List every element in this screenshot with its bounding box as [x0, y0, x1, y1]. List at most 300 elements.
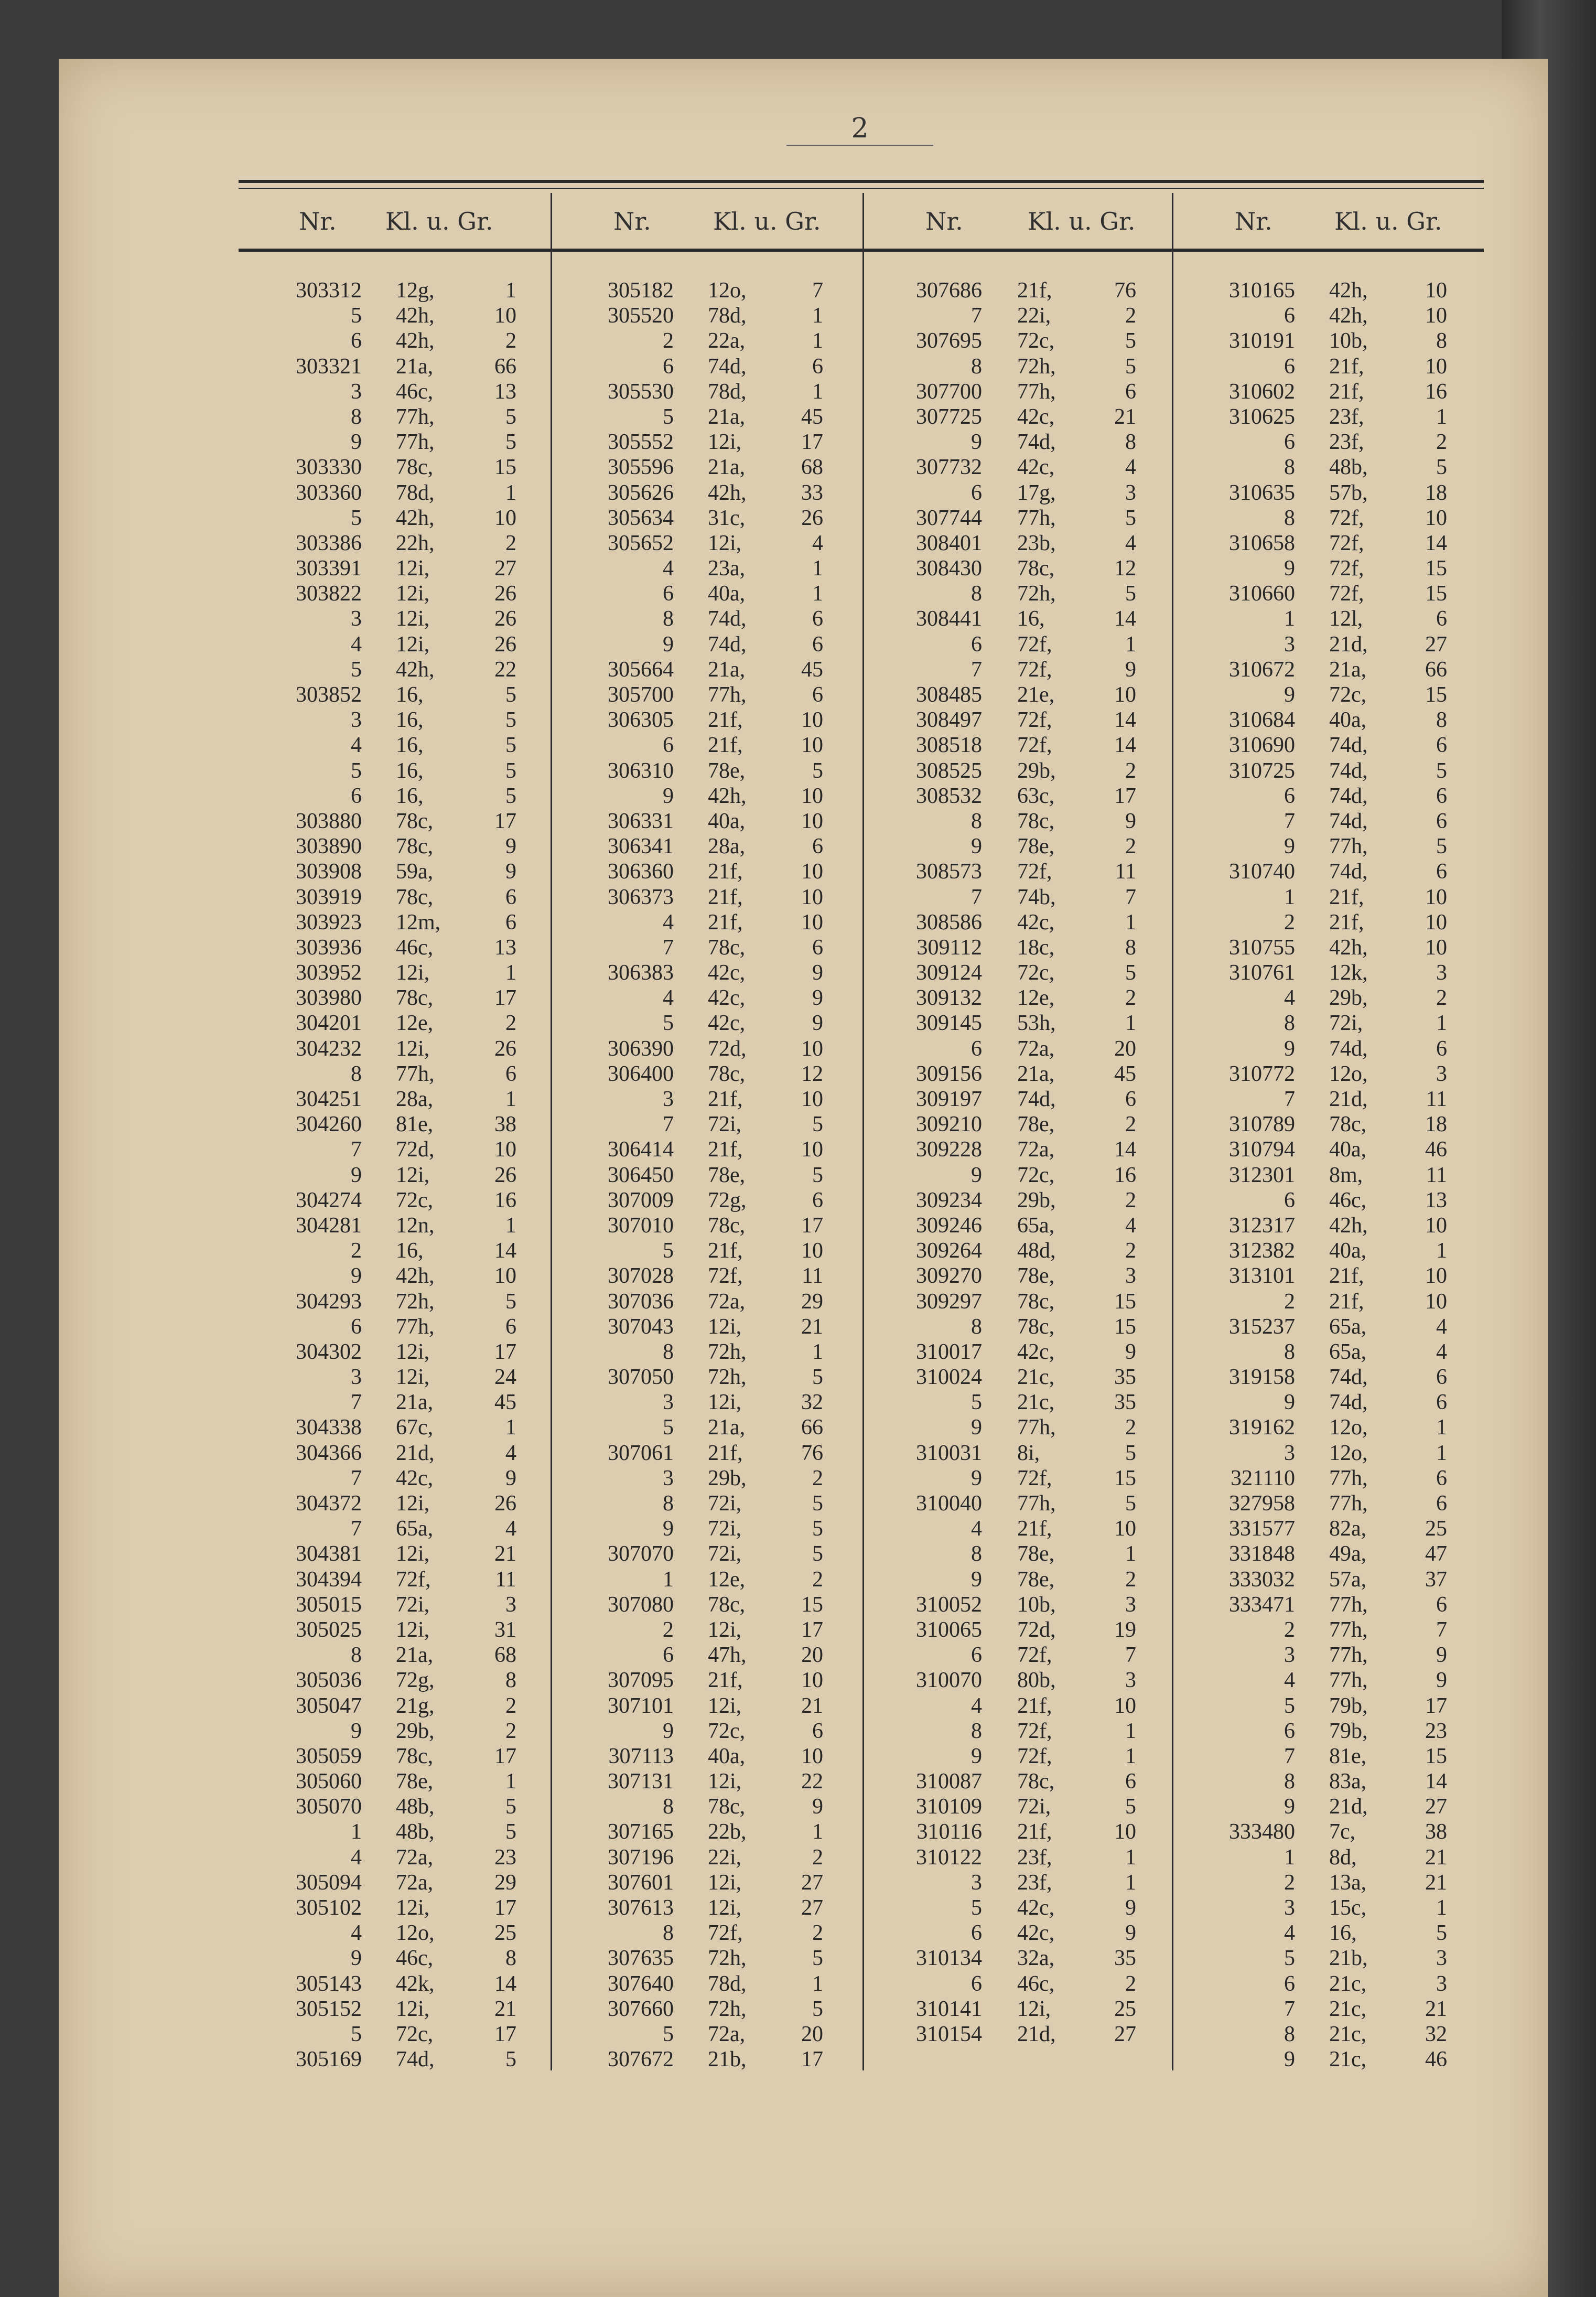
table-row	[556, 581, 849, 606]
cell-count: 6	[812, 834, 823, 859]
header-nr: Nr.	[1235, 207, 1273, 235]
cell-count: 6	[1436, 1592, 1447, 1617]
cell-count: 1	[1125, 1870, 1136, 1895]
cell-nr: 307686	[916, 278, 982, 303]
cell-klasse-gruppe: 21f,	[1329, 354, 1364, 379]
cell-nr: 9	[1284, 1036, 1295, 1061]
cell-nr: 307050	[608, 1365, 674, 1390]
cell-klasse-gruppe: 8i,	[1017, 1441, 1040, 1465]
table-row	[1177, 1036, 1471, 1061]
cell-nr: 9	[971, 1415, 982, 1440]
cell-klasse-gruppe: 78c,	[1017, 809, 1055, 833]
cell-count: 1	[1125, 1542, 1136, 1566]
cell-klasse-gruppe: 42h,	[1329, 935, 1368, 960]
table-row	[246, 404, 540, 430]
cell-count: 66	[1425, 657, 1447, 682]
cell-klasse-gruppe: 16,	[396, 1239, 424, 1263]
cell-nr: 9	[1284, 683, 1295, 707]
cell-count: 17	[494, 809, 516, 833]
cell-klasse-gruppe: 72a,	[1017, 1036, 1055, 1061]
cell-klasse-gruppe: 12i,	[396, 1617, 430, 1642]
table-row	[246, 379, 540, 404]
cell-nr: 1	[1284, 1845, 1295, 1870]
cell-klasse-gruppe: 8d,	[1329, 1845, 1357, 1870]
table-row	[868, 1087, 1161, 1112]
cell-count: 7	[812, 278, 823, 303]
cell-count: 1	[505, 1769, 516, 1794]
table-row	[556, 1188, 849, 1213]
cell-count: 6	[1125, 1769, 1136, 1794]
cell-count: 15	[801, 1592, 823, 1617]
cell-count: 1	[1125, 1744, 1136, 1768]
table-row	[1177, 455, 1471, 480]
cell-nr: 304251	[296, 1087, 362, 1111]
cell-nr: 8	[971, 582, 982, 606]
cell-count: 45	[494, 1390, 516, 1415]
cell-count: 2	[1125, 1188, 1136, 1212]
cell-klasse-gruppe: 16,	[396, 758, 424, 783]
table-row	[556, 606, 849, 631]
cell-klasse-gruppe: 29b,	[1017, 758, 1056, 783]
cell-klasse-gruppe: 12i,	[396, 556, 430, 581]
cell-count: 10	[1425, 506, 1447, 530]
cell-count: 18	[1425, 480, 1447, 505]
cell-count: 16	[1114, 1163, 1136, 1187]
cell-klasse-gruppe: 74d,	[1329, 860, 1368, 884]
cell-nr: 305094	[296, 1870, 362, 1895]
cell-count: 11	[1426, 1087, 1447, 1111]
cell-count: 11	[1115, 860, 1136, 884]
cell-klasse-gruppe: 77h,	[396, 1314, 435, 1339]
cell-count: 2	[1436, 986, 1447, 1011]
cell-klasse-gruppe: 78c,	[708, 1061, 746, 1086]
cell-nr: 306390	[608, 1036, 674, 1061]
cell-count: 25	[1425, 1517, 1447, 1541]
cell-klasse-gruppe: 78c,	[708, 1213, 746, 1238]
table-row	[556, 303, 849, 328]
table-row	[556, 885, 849, 910]
table-row	[868, 1163, 1161, 1188]
cell-klasse-gruppe: 42c,	[1017, 1339, 1055, 1364]
cell-count: 8	[1125, 430, 1136, 455]
cell-nr: 2	[663, 329, 674, 353]
cell-count: 10	[1114, 1693, 1136, 1718]
cell-klasse-gruppe: 72f,	[1017, 733, 1052, 758]
table-row	[246, 1112, 540, 1137]
cell-klasse-gruppe: 74d,	[1329, 783, 1368, 808]
cell-nr: 3	[351, 1365, 362, 1390]
cell-klasse-gruppe: 72i,	[1329, 1011, 1363, 1036]
cell-klasse-gruppe: 78e,	[708, 1163, 746, 1187]
table-row	[868, 707, 1161, 733]
cell-count: 14	[1114, 1137, 1136, 1162]
cell-klasse-gruppe: 77h,	[1329, 1491, 1368, 1516]
cell-nr: 308532	[916, 783, 982, 808]
cell-klasse-gruppe: 47h,	[708, 1643, 747, 1668]
cell-nr: 7	[663, 935, 674, 960]
cell-klasse-gruppe: 28a,	[708, 834, 746, 859]
cell-nr: 319158	[1229, 1365, 1295, 1390]
table-row	[556, 910, 849, 935]
cell-nr: 303852	[296, 683, 362, 707]
cell-klasse-gruppe: 77h,	[396, 1061, 435, 1086]
cell-count: 1	[812, 582, 823, 606]
cell-klasse-gruppe: 77h,	[1329, 1668, 1368, 1693]
table-row	[556, 1668, 849, 1693]
cell-klasse-gruppe: 78c,	[396, 1744, 434, 1768]
cell-nr: 307080	[608, 1592, 674, 1617]
cell-count: 17	[494, 986, 516, 1011]
cell-count: 17	[801, 1213, 823, 1238]
cell-nr: 9	[971, 1567, 982, 1592]
table-row	[868, 758, 1161, 783]
table-row	[868, 1441, 1161, 1466]
cell-klasse-gruppe: 12i,	[708, 1870, 742, 1895]
cell-nr: 307028	[608, 1264, 674, 1289]
cell-klasse-gruppe: 72f,	[1017, 1466, 1052, 1490]
cell-count: 10	[1425, 304, 1447, 328]
table-row	[868, 1617, 1161, 1643]
cell-klasse-gruppe: 77h,	[1017, 506, 1056, 530]
table-column	[246, 278, 540, 2072]
table-row	[1177, 1289, 1471, 1314]
cell-klasse-gruppe: 78e,	[1017, 1264, 1055, 1289]
cell-klasse-gruppe: 74d,	[708, 632, 747, 657]
cell-count: 2	[812, 1466, 823, 1490]
cell-nr: 5	[351, 657, 362, 682]
cell-nr: 307660	[608, 1997, 674, 2021]
table-row	[556, 1819, 849, 1844]
cell-count: 1	[812, 1339, 823, 1364]
cell-klasse-gruppe: 17g,	[1017, 480, 1056, 505]
cell-count: 25	[494, 1921, 516, 1946]
cell-count: 35	[1114, 1390, 1136, 1415]
cell-count: 16	[494, 1188, 516, 1212]
cell-count: 8	[1125, 935, 1136, 960]
cell-nr: 9	[1284, 1795, 1295, 1819]
cell-count: 2	[505, 531, 516, 555]
cell-klasse-gruppe: 78d,	[396, 480, 435, 505]
cell-count: 5	[505, 758, 516, 783]
cell-nr: 8	[351, 1061, 362, 1086]
table-row	[1177, 1946, 1471, 1971]
cell-nr: 309246	[916, 1213, 982, 1238]
table-row	[868, 404, 1161, 430]
cell-count: 5	[1125, 329, 1136, 353]
cell-count: 35	[1114, 1365, 1136, 1390]
cell-count: 7	[1125, 1643, 1136, 1668]
cell-nr: 8	[971, 1719, 982, 1743]
table-row	[556, 682, 849, 707]
cell-nr: 305070	[296, 1795, 362, 1819]
table-row	[868, 2022, 1161, 2047]
cell-klasse-gruppe: 12i,	[708, 430, 742, 455]
cell-count: 68	[801, 455, 823, 480]
cell-klasse-gruppe: 77h,	[708, 683, 747, 707]
cell-klasse-gruppe: 12m,	[396, 910, 441, 935]
cell-klasse-gruppe: 12i,	[396, 1542, 430, 1566]
cell-nr: 305152	[296, 1997, 362, 2021]
cell-klasse-gruppe: 42h,	[396, 1264, 435, 1289]
table-row	[246, 1441, 540, 1466]
table-row	[246, 1997, 540, 2022]
cell-count: 9	[1125, 1896, 1136, 1920]
cell-klasse-gruppe: 74d,	[1329, 733, 1368, 758]
table-row	[868, 632, 1161, 657]
table-row	[556, 1643, 849, 1668]
cell-count: 1	[505, 480, 516, 505]
table-row	[246, 1163, 540, 1188]
cell-klasse-gruppe: 74d,	[708, 354, 747, 379]
table-row	[556, 707, 849, 733]
cell-klasse-gruppe: 74d,	[1017, 1087, 1056, 1111]
column-divider	[551, 193, 552, 2070]
table-row	[868, 1112, 1161, 1137]
table-row	[868, 935, 1161, 960]
cell-klasse-gruppe: 21f,	[708, 1137, 743, 1162]
cell-klasse-gruppe: 72i,	[708, 1517, 742, 1541]
cell-klasse-gruppe: 21f,	[1329, 910, 1364, 935]
cell-nr: 7	[1284, 1997, 1295, 2021]
table-row	[1177, 2047, 1471, 2072]
cell-nr: 6	[971, 1036, 982, 1061]
table-row	[556, 354, 849, 379]
cell-nr: 310165	[1229, 278, 1295, 303]
table-row	[246, 809, 540, 834]
cell-nr: 306331	[608, 809, 674, 833]
cell-klasse-gruppe: 72i,	[708, 1542, 742, 1566]
cell-count: 76	[1114, 278, 1136, 303]
cell-count: 5	[812, 1997, 823, 2021]
table-row	[868, 1263, 1161, 1289]
cell-nr: 303321	[296, 354, 362, 379]
table-row	[868, 1415, 1161, 1440]
cell-klasse-gruppe: 21a,	[708, 1415, 746, 1440]
table-row	[556, 430, 849, 455]
cell-count: 21	[1425, 1870, 1447, 1895]
cell-count: 5	[812, 1491, 823, 1516]
cell-klasse-gruppe: 65a,	[1329, 1339, 1367, 1364]
cell-count: 9	[812, 961, 823, 985]
table-row	[246, 1011, 540, 1036]
cell-count: 38	[494, 1112, 516, 1137]
cell-count: 6	[1436, 783, 1447, 808]
cell-klasse-gruppe: 78e,	[396, 1769, 434, 1794]
cell-klasse-gruppe: 21f,	[708, 1239, 743, 1263]
cell-nr: 310725	[1229, 758, 1295, 783]
cell-nr: 8	[663, 1795, 674, 1819]
table-row	[1177, 1567, 1471, 1592]
cell-klasse-gruppe: 72h,	[396, 1289, 435, 1314]
cell-klasse-gruppe: 78c,	[396, 834, 434, 859]
cell-nr: 305596	[608, 455, 674, 480]
table-row	[1177, 985, 1471, 1011]
cell-count: 21	[801, 1693, 823, 1718]
table-row	[556, 1087, 849, 1112]
cell-count: 38	[1425, 1820, 1447, 1844]
cell-klasse-gruppe: 80b,	[1017, 1668, 1056, 1693]
cell-klasse-gruppe: 16,	[1329, 1921, 1357, 1946]
cell-klasse-gruppe: 12i,	[708, 531, 742, 555]
cell-nr: 7	[971, 657, 982, 682]
cell-klasse-gruppe: 72f,	[708, 1921, 743, 1946]
cell-count: 17	[801, 430, 823, 455]
cell-count: 26	[494, 1036, 516, 1061]
cell-klasse-gruppe: 42c,	[1017, 455, 1055, 480]
cell-count: 1	[1436, 404, 1447, 429]
cell-count: 6	[505, 885, 516, 909]
cell-count: 20	[801, 1643, 823, 1668]
table-row	[246, 1314, 540, 1339]
cell-nr: 309124	[916, 961, 982, 985]
table-row	[246, 1769, 540, 1794]
table-row	[556, 1163, 849, 1188]
cell-nr: 303923	[296, 910, 362, 935]
cell-count: 9	[1436, 1668, 1447, 1693]
cell-nr: 307196	[608, 1845, 674, 1870]
cell-klasse-gruppe: 72d,	[396, 1137, 435, 1162]
cell-nr: 310658	[1229, 531, 1295, 555]
cell-klasse-gruppe: 21f,	[708, 860, 743, 884]
cell-nr: 303330	[296, 455, 362, 480]
cell-nr: 9	[663, 632, 674, 657]
cell-klasse-gruppe: 12l,	[1329, 607, 1363, 631]
cell-nr: 305626	[608, 480, 674, 505]
table-row	[868, 1643, 1161, 1668]
cell-count: 9	[505, 860, 516, 884]
cell-nr: 7	[971, 304, 982, 328]
table-row	[556, 1314, 849, 1339]
table-row	[868, 1567, 1161, 1592]
cell-count: 3	[505, 1592, 516, 1617]
cell-klasse-gruppe: 77h,	[1329, 1466, 1368, 1490]
cell-klasse-gruppe: 21c,	[1329, 1997, 1367, 2021]
cell-nr: 8	[1284, 2022, 1295, 2046]
cell-count: 12	[801, 1061, 823, 1086]
cell-klasse-gruppe: 23b,	[1017, 531, 1056, 555]
cell-count: 5	[505, 733, 516, 758]
table-row	[868, 834, 1161, 859]
cell-nr: 321110	[1231, 1466, 1295, 1490]
cell-klasse-gruppe: 72a,	[708, 2022, 746, 2046]
cell-klasse-gruppe: 72f,	[1017, 1719, 1052, 1743]
cell-count: 10	[494, 304, 516, 328]
table-row	[246, 1643, 540, 1668]
cell-nr: 304366	[296, 1441, 362, 1465]
table-row	[1177, 379, 1471, 404]
cell-nr: 304260	[296, 1112, 362, 1137]
cell-klasse-gruppe: 12o,	[1329, 1415, 1368, 1440]
cell-count: 5	[1436, 1921, 1447, 1946]
table-row	[868, 1693, 1161, 1719]
cell-klasse-gruppe: 72d,	[708, 1036, 747, 1061]
cell-nr: 8	[971, 1542, 982, 1566]
cell-klasse-gruppe: 21f,	[708, 910, 743, 935]
cell-count: 1	[812, 329, 823, 353]
cell-nr: 8	[351, 404, 362, 429]
cell-klasse-gruppe: 21a,	[708, 657, 746, 682]
cell-nr: 306400	[608, 1061, 674, 1086]
cell-klasse-gruppe: 28a,	[396, 1087, 434, 1111]
table-row	[868, 1946, 1161, 1971]
table-row	[1177, 1213, 1471, 1238]
cell-nr: 303386	[296, 531, 362, 555]
cell-count: 4	[812, 531, 823, 555]
table-row	[556, 1491, 849, 1516]
table-row	[246, 1794, 540, 1819]
cell-nr: 303980	[296, 986, 362, 1011]
cell-klasse-gruppe: 72i,	[708, 1491, 742, 1516]
cell-klasse-gruppe: 42k,	[396, 1971, 435, 1996]
cell-nr: 6	[663, 354, 674, 379]
cell-klasse-gruppe: 83a,	[1329, 1769, 1367, 1794]
cell-count: 15	[1425, 582, 1447, 606]
cell-nr: 5	[1284, 1693, 1295, 1718]
cell-klasse-gruppe: 21b,	[1329, 1946, 1368, 1971]
table-row	[1177, 1415, 1471, 1440]
cell-klasse-gruppe: 82a,	[1329, 1517, 1367, 1541]
cell-klasse-gruppe: 78d,	[708, 304, 747, 328]
cell-nr: 307095	[608, 1668, 674, 1693]
cell-count: 6	[1436, 1365, 1447, 1390]
cell-klasse-gruppe: 12i,	[708, 1769, 742, 1794]
cell-klasse-gruppe: 65a,	[1329, 1314, 1367, 1339]
cell-nr: 6	[1284, 430, 1295, 455]
cell-count: 17	[494, 1744, 516, 1768]
cell-count: 6	[505, 1314, 516, 1339]
cell-nr: 304302	[296, 1339, 362, 1364]
cell-nr: 1	[1284, 885, 1295, 909]
table-row	[246, 1870, 540, 1895]
table-row	[556, 1011, 849, 1036]
cell-count: 1	[1436, 1239, 1447, 1263]
cell-count: 5	[1436, 834, 1447, 859]
cell-count: 2	[1125, 304, 1136, 328]
cell-nr: 6	[663, 1643, 674, 1668]
cell-nr: 306310	[608, 758, 674, 783]
page-number-rule	[786, 145, 933, 146]
cell-nr: 305036	[296, 1668, 362, 1693]
table-row	[1177, 328, 1471, 353]
cell-nr: 7	[1284, 1087, 1295, 1111]
cell-nr: 307165	[608, 1820, 674, 1844]
cell-count: 10	[1114, 1517, 1136, 1541]
table-row	[246, 1845, 540, 1870]
cell-nr: 331848	[1229, 1542, 1295, 1566]
table-row	[1177, 910, 1471, 935]
cell-nr: 307640	[608, 1971, 674, 1996]
cell-count: 17	[494, 2022, 516, 2046]
table-row	[246, 632, 540, 657]
table-row	[556, 1390, 849, 1415]
cell-klasse-gruppe: 72f,	[1017, 708, 1052, 733]
cell-count: 10	[801, 809, 823, 833]
cell-klasse-gruppe: 74d,	[708, 607, 747, 631]
table-row	[868, 1213, 1161, 1238]
cell-nr: 309112	[916, 935, 982, 960]
cell-klasse-gruppe: 42c,	[1017, 910, 1055, 935]
cell-count: 5	[505, 430, 516, 455]
table-row	[246, 1744, 540, 1769]
cell-nr: 310660	[1229, 582, 1295, 606]
cell-nr: 9	[663, 1719, 674, 1743]
table-row	[868, 1061, 1161, 1087]
cell-klasse-gruppe: 72c,	[1017, 961, 1055, 985]
cell-nr: 6	[1284, 304, 1295, 328]
cell-nr: 305700	[608, 683, 674, 707]
cell-klasse-gruppe: 72f,	[1329, 506, 1364, 530]
cell-klasse-gruppe: 72f,	[396, 1567, 431, 1592]
